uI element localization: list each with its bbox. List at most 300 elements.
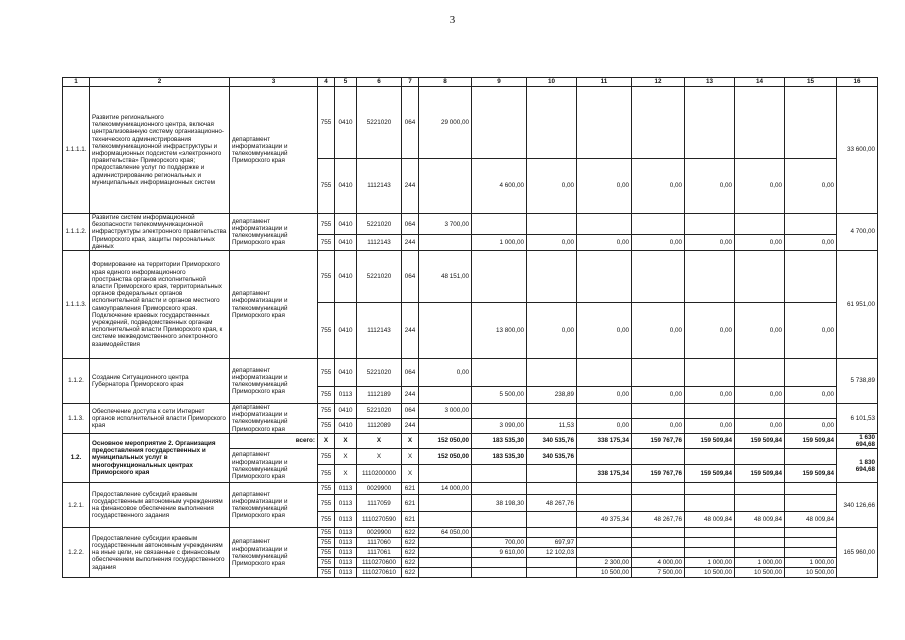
cell-value <box>577 449 632 465</box>
cell-value: 159 767,76 <box>632 433 685 448</box>
cell-value: 0113 <box>335 558 357 568</box>
cell-value <box>632 483 685 495</box>
cell-value: 1117059 <box>357 495 402 512</box>
cell-value: 0,00 <box>685 235 735 251</box>
table-row <box>63 528 878 538</box>
cell-value <box>785 404 837 419</box>
cell-value <box>419 159 472 214</box>
cell-value: X <box>335 449 357 465</box>
cell-value: 755 <box>318 528 335 538</box>
cell-value: 244 <box>402 159 419 214</box>
cell-value: 755 <box>318 512 335 528</box>
cell-value <box>735 548 785 558</box>
cell-value: 1 000,00 <box>472 235 527 251</box>
cell-value: 64 050,00 <box>419 528 472 538</box>
cell-value <box>577 528 632 538</box>
cell-value: 1 000,00 <box>735 558 785 568</box>
cell-value <box>472 404 527 419</box>
cell-value: 5221020 <box>357 359 402 387</box>
cell-value: 0410 <box>335 418 357 433</box>
cell-value <box>685 538 735 548</box>
col-header: 14 <box>735 78 785 87</box>
cell-value <box>527 558 577 568</box>
cell-value: 183 535,30 <box>472 433 527 448</box>
cell-value <box>632 449 685 465</box>
cell-value <box>527 251 577 303</box>
cell-value: 1117060 <box>357 538 402 548</box>
cell-value <box>577 251 632 303</box>
cell-value: 0410 <box>335 235 357 251</box>
cell-value: 1112089 <box>357 418 402 433</box>
total-value: 165 960,00 <box>837 528 878 578</box>
table-row <box>63 483 878 495</box>
cell-value: 0113 <box>335 528 357 538</box>
cell-value: 1 000,00 <box>785 558 837 568</box>
cell-value: 0,00 <box>685 418 735 433</box>
cell-value: 0,00 <box>577 418 632 433</box>
cell-value: 3 090,00 <box>472 418 527 433</box>
cell-value: 0029900 <box>357 483 402 495</box>
cell-value: 755 <box>318 418 335 433</box>
cell-value <box>419 418 472 433</box>
cell-value <box>419 548 472 558</box>
total-value: 6 101,53 <box>837 404 878 434</box>
cell-value: 1 000,00 <box>685 558 735 568</box>
cell-value: X <box>357 433 402 448</box>
cell-value <box>685 87 735 159</box>
cell-value: 755 <box>318 387 335 404</box>
cell-value <box>577 214 632 235</box>
cell-value: 10 500,00 <box>735 568 785 578</box>
cell-value <box>527 528 577 538</box>
cell-value: 5221020 <box>357 251 402 303</box>
cell-value: 1112143 <box>357 159 402 214</box>
col-header: 3 <box>230 78 318 87</box>
department-name: департамент информатизации и телекоммуникаций Приморского края <box>230 87 318 214</box>
cell-value <box>685 483 735 495</box>
cell-value: X <box>402 433 419 448</box>
cell-value: 755 <box>318 558 335 568</box>
cell-value: 755 <box>318 214 335 235</box>
cell-value <box>735 528 785 538</box>
cell-value: 48 267,76 <box>527 495 577 512</box>
cell-value <box>632 251 685 303</box>
cell-value: 697,97 <box>527 538 577 548</box>
cell-value <box>527 512 577 528</box>
cell-value: 755 <box>318 404 335 419</box>
cell-value: 755 <box>318 303 335 359</box>
cell-value: 159 509,84 <box>785 433 837 448</box>
cell-value <box>685 548 735 558</box>
cell-value: 5221020 <box>357 87 402 159</box>
total-value: 5 738,89 <box>837 359 878 404</box>
cell-value <box>472 512 527 528</box>
col-header: 15 <box>785 78 837 87</box>
row-code: 1.2.1. <box>63 483 90 528</box>
cell-value: 10 500,00 <box>577 568 632 578</box>
cell-value: 244 <box>402 387 419 404</box>
cell-value: 622 <box>402 538 419 548</box>
cell-value <box>685 251 735 303</box>
cell-value: 3 000,00 <box>419 404 472 419</box>
cell-value <box>527 87 577 159</box>
cell-value: 755 <box>318 483 335 495</box>
cell-value <box>577 87 632 159</box>
cell-value <box>785 538 837 548</box>
cell-value: 11,53 <box>527 418 577 433</box>
cell-value: 159 509,84 <box>735 433 785 448</box>
cell-value: 340 535,76 <box>527 433 577 448</box>
row-name: Предоставление субсидии краевым государственным автономным учреждениям на иные цели, не связанные с финансовым обеспечением выполнения государственного задания <box>90 528 230 578</box>
total-value: 33 600,00 <box>837 87 878 214</box>
col-header: 12 <box>632 78 685 87</box>
cell-value: X <box>402 449 419 465</box>
cell-value: 0113 <box>335 387 357 404</box>
cell-value <box>785 87 837 159</box>
cell-value <box>632 528 685 538</box>
cell-value: 1110270590 <box>357 512 402 528</box>
cell-value: 0113 <box>335 512 357 528</box>
row-code: 1.2. <box>63 433 90 482</box>
cell-value: X <box>335 433 357 448</box>
cell-value: 0,00 <box>527 159 577 214</box>
cell-value <box>785 251 837 303</box>
cell-value: 755 <box>318 87 335 159</box>
cell-value: 5221020 <box>357 404 402 419</box>
col-header: 1 <box>63 78 90 87</box>
cell-value: 340 535,76 <box>527 449 577 465</box>
cell-value: 1112143 <box>357 303 402 359</box>
cell-value: 7 500,00 <box>632 568 685 578</box>
cell-value: 755 <box>318 548 335 558</box>
vsego-label: всего: <box>230 433 318 448</box>
cell-value: 338 175,34 <box>577 465 632 483</box>
cell-value: 700,00 <box>472 538 527 548</box>
cell-value <box>472 359 527 387</box>
cell-value: 159 509,84 <box>685 465 735 483</box>
cell-value: 622 <box>402 548 419 558</box>
table-row <box>63 214 878 235</box>
cell-value <box>472 87 527 159</box>
cell-value <box>685 528 735 538</box>
cell-value: 159 509,84 <box>785 465 837 483</box>
cell-value: 0410 <box>335 404 357 419</box>
cell-value: 0410 <box>335 159 357 214</box>
row-name: Обеспечение доступа к сети Интернет органов исполнительной власти Приморского края <box>90 404 230 434</box>
cell-value <box>735 404 785 419</box>
cell-value: 0,00 <box>577 159 632 214</box>
cell-value: 0113 <box>335 568 357 578</box>
cell-value <box>735 87 785 159</box>
cell-value <box>419 465 472 483</box>
col-header: 10 <box>527 78 577 87</box>
department-name: департамент информатизации и телекоммуникаций Приморского края <box>230 483 318 528</box>
cell-value: 0,00 <box>632 387 685 404</box>
cell-value <box>577 548 632 558</box>
cell-value: 0410 <box>335 303 357 359</box>
cell-value <box>577 495 632 512</box>
cell-value: 0,00 <box>735 303 785 359</box>
cell-value: 621 <box>402 512 419 528</box>
cell-value <box>419 538 472 548</box>
cell-value <box>685 495 735 512</box>
cell-value <box>527 568 577 578</box>
cell-value: 9 610,00 <box>472 548 527 558</box>
cell-value <box>419 568 472 578</box>
cell-value: 064 <box>402 87 419 159</box>
cell-value <box>785 548 837 558</box>
cell-value: 0410 <box>335 251 357 303</box>
cell-value: 159 767,76 <box>632 465 685 483</box>
cell-value: 0410 <box>335 87 357 159</box>
cell-value: 4 600,00 <box>472 159 527 214</box>
cell-value <box>632 87 685 159</box>
cell-value: 0,00 <box>785 387 837 404</box>
cell-value <box>735 449 785 465</box>
total-value: 1 830 694,68 <box>837 449 878 483</box>
cell-value: 622 <box>402 528 419 538</box>
row-name: Формирование на территории Приморского края единого информационного пространства органов исполнительной власти Приморского края, территориальных органов федеральных органов исполнительной власти и органов местного самоуправления Приморского края. Подключение краевых государственных учреждений, подведомственных органам исполнительной власти Приморского края, к системе межведомственного электронного взаимодействия <box>90 251 230 359</box>
cell-value <box>735 483 785 495</box>
row-code: 1.2.2. <box>63 528 90 578</box>
cell-value: 755 <box>318 251 335 303</box>
col-header: 2 <box>90 78 230 87</box>
cell-value: 064 <box>402 214 419 235</box>
cell-value: 0,00 <box>735 418 785 433</box>
cell-value <box>472 568 527 578</box>
cell-value: 0,00 <box>735 235 785 251</box>
cell-value: 244 <box>402 235 419 251</box>
cell-value: 0410 <box>335 359 357 387</box>
row-name: Основное мероприятие 2. Организация предоставления государственных и муниципальных услуг в многофункциональных центрах Приморского края <box>90 433 230 482</box>
cell-value: 0,00 <box>577 387 632 404</box>
cell-value: 621 <box>402 483 419 495</box>
row-name: Предоставление субсидий краевым государственным автономным учреждениям на финансовое обеспечение выполнения государственного задания <box>90 483 230 528</box>
cell-value: 244 <box>402 418 419 433</box>
col-header: 9 <box>472 78 527 87</box>
cell-value <box>472 558 527 568</box>
cell-value <box>685 214 735 235</box>
col-header: 5 <box>335 78 357 87</box>
cell-value <box>419 387 472 404</box>
cell-value: 0410 <box>335 214 357 235</box>
cell-value <box>632 495 685 512</box>
cell-value: 064 <box>402 251 419 303</box>
row-name: Развитие систем информационной безопасности телекоммуникационной инфраструктуры электронного правительства Приморского края, защиты персональных данных <box>90 214 230 251</box>
cell-value: 0,00 <box>685 303 735 359</box>
cell-value <box>685 404 735 419</box>
col-header: 13 <box>685 78 735 87</box>
row-code: 1.1.1.1. <box>63 87 90 214</box>
cell-value <box>785 495 837 512</box>
cell-value: 0,00 <box>527 235 577 251</box>
row-name: Создание Ситуационного центра Губернатора Приморского края <box>90 359 230 404</box>
table-row <box>63 359 878 387</box>
table-row <box>63 433 878 448</box>
total-value: 61 951,00 <box>837 251 878 359</box>
cell-value: 0113 <box>335 483 357 495</box>
cell-value: 0,00 <box>632 235 685 251</box>
cell-value: 5 500,00 <box>472 387 527 404</box>
cell-value: 0113 <box>335 495 357 512</box>
cell-value: 1110200000 <box>357 465 402 483</box>
cell-value: 10 500,00 <box>685 568 735 578</box>
cell-value: 238,89 <box>527 387 577 404</box>
cell-value: 0,00 <box>735 159 785 214</box>
cell-value: 2 300,00 <box>577 558 632 568</box>
cell-value: 0,00 <box>785 159 837 214</box>
cell-value: 3 700,00 <box>419 214 472 235</box>
cell-value <box>472 251 527 303</box>
cell-value: 755 <box>318 449 335 465</box>
cell-value: 0,00 <box>577 303 632 359</box>
cell-value: 183 535,30 <box>472 449 527 465</box>
cell-value <box>632 214 685 235</box>
cell-value: 14 000,00 <box>419 483 472 495</box>
cell-value <box>632 548 685 558</box>
col-header: 16 <box>837 78 878 87</box>
cell-value: 064 <box>402 359 419 387</box>
cell-value <box>685 359 735 387</box>
department-name: департамент информатизации и телекоммуникаций Приморского края <box>230 214 318 251</box>
cell-value <box>735 251 785 303</box>
table-row <box>63 87 878 159</box>
cell-value: 621 <box>402 495 419 512</box>
row-code: 1.1.3. <box>63 404 90 434</box>
cell-value: 244 <box>402 303 419 359</box>
cell-value: 0,00 <box>527 303 577 359</box>
cell-value <box>735 538 785 548</box>
cell-value: 29 000,00 <box>419 87 472 159</box>
cell-value: 152 050,00 <box>419 449 472 465</box>
cell-value: 1117061 <box>357 548 402 558</box>
cell-value <box>419 512 472 528</box>
cell-value: 755 <box>318 538 335 548</box>
cell-value: 0,00 <box>419 359 472 387</box>
total-value: 340 126,66 <box>837 483 878 528</box>
cell-value: 159 509,84 <box>735 465 785 483</box>
cell-value <box>785 359 837 387</box>
cell-value: 48 009,84 <box>735 512 785 528</box>
cell-value <box>785 214 837 235</box>
cell-value <box>472 214 527 235</box>
cell-value <box>577 359 632 387</box>
col-header: 6 <box>357 78 402 87</box>
cell-value: 755 <box>318 159 335 214</box>
col-header: 7 <box>402 78 419 87</box>
cell-value <box>632 359 685 387</box>
cell-value: 5221020 <box>357 214 402 235</box>
cell-value: 755 <box>318 235 335 251</box>
cell-value: 338 175,34 <box>577 433 632 448</box>
table-row <box>63 251 878 303</box>
total-value: 1 630 694,68 <box>837 433 878 448</box>
cell-value: 622 <box>402 558 419 568</box>
cell-value <box>685 449 735 465</box>
cell-value <box>577 404 632 419</box>
cell-value: 38 198,30 <box>472 495 527 512</box>
table-row <box>63 404 878 419</box>
cell-value <box>632 538 685 548</box>
cell-value: X <box>318 433 335 448</box>
cell-value <box>527 214 577 235</box>
cell-value <box>472 465 527 483</box>
cell-value: 152 050,00 <box>419 433 472 448</box>
department-name: департамент информатизации и телекоммуникаций Приморского края <box>230 404 318 434</box>
cell-value <box>527 359 577 387</box>
cell-value: 10 500,00 <box>785 568 837 578</box>
department-name: департамент информатизации и телекоммуникаций Приморского края <box>230 449 318 483</box>
cell-value: 1112189 <box>357 387 402 404</box>
cell-value <box>735 214 785 235</box>
cell-value: X <box>402 465 419 483</box>
cell-value: 0,00 <box>735 387 785 404</box>
cell-value: 12 102,03 <box>527 548 577 558</box>
cell-value: 49 375,34 <box>577 512 632 528</box>
cell-value: 755 <box>318 359 335 387</box>
cell-value: 1110270600 <box>357 558 402 568</box>
col-header: 8 <box>419 78 472 87</box>
cell-value: 48 009,84 <box>685 512 735 528</box>
cell-value: 0113 <box>335 548 357 558</box>
header-row <box>63 78 878 87</box>
cell-value <box>632 404 685 419</box>
cell-value: X <box>357 449 402 465</box>
cell-value: 48 009,84 <box>785 512 837 528</box>
cell-value <box>472 528 527 538</box>
col-header: 11 <box>577 78 632 87</box>
cell-value <box>785 483 837 495</box>
cell-value <box>785 449 837 465</box>
cell-value: 4 000,00 <box>632 558 685 568</box>
department-name: департамент информатизации и телекоммуникаций Приморского края <box>230 359 318 404</box>
cell-value <box>527 465 577 483</box>
row-code: 1.1.1.3. <box>63 251 90 359</box>
cell-value <box>527 404 577 419</box>
cell-value: 755 <box>318 568 335 578</box>
cell-value: 1110270610 <box>357 568 402 578</box>
cell-value: 0,00 <box>785 418 837 433</box>
cell-value: 755 <box>318 465 335 483</box>
cell-value <box>419 235 472 251</box>
cell-value: 0,00 <box>785 303 837 359</box>
cell-value <box>419 558 472 568</box>
cell-value: 755 <box>318 495 335 512</box>
cell-value: 0029900 <box>357 528 402 538</box>
cell-value <box>577 538 632 548</box>
cell-value <box>735 495 785 512</box>
cell-value: 0,00 <box>685 387 735 404</box>
budget-table <box>62 77 878 578</box>
cell-value: 1112143 <box>357 235 402 251</box>
col-header: 4 <box>318 78 335 87</box>
cell-value: 0,00 <box>632 418 685 433</box>
page-number: 3 <box>449 14 456 26</box>
department-name: департамент информатизации и телекоммуникаций Приморского края <box>230 251 318 359</box>
cell-value: 0,00 <box>577 235 632 251</box>
cell-value <box>527 483 577 495</box>
cell-value: 48 267,76 <box>632 512 685 528</box>
cell-value: 0113 <box>335 538 357 548</box>
cell-value <box>419 495 472 512</box>
cell-value: X <box>335 465 357 483</box>
cell-value: 0,00 <box>632 303 685 359</box>
row-code: 1.1.2. <box>63 359 90 404</box>
cell-value: 0,00 <box>632 159 685 214</box>
cell-value: 48 151,00 <box>419 251 472 303</box>
cell-value: 159 509,84 <box>685 433 735 448</box>
cell-value <box>419 303 472 359</box>
